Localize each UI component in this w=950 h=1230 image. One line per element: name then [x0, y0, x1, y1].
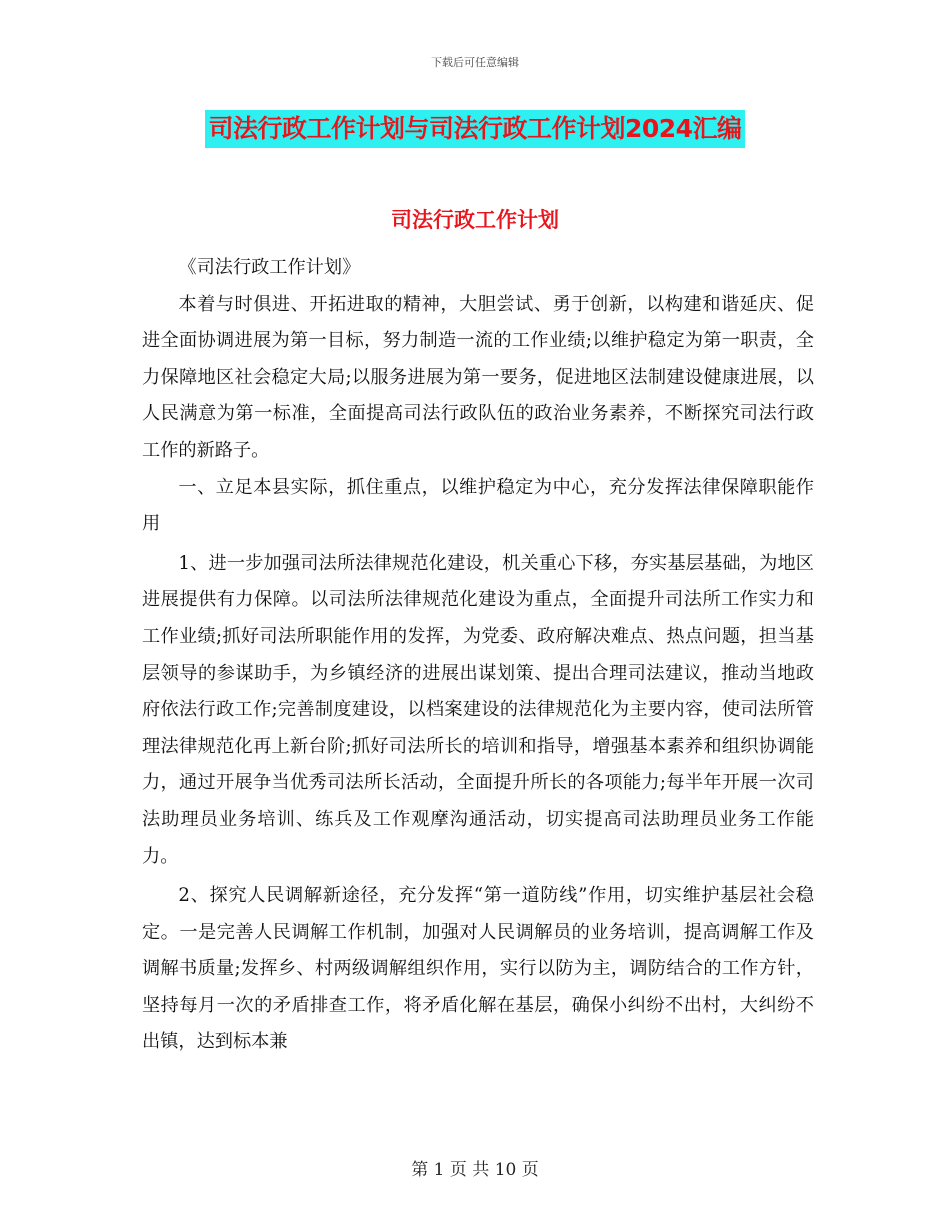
section-title: 司法行政工作计划	[391, 208, 559, 232]
main-title-wrap	[0, 110, 950, 148]
paragraph-item-1: 1、进一步加强司法所法律规范化建设，机关重心下移，夯实基层基础，为地区进展提供有力保障。以司法所法律规范化建设为重点，全面提升司法所工作实力和工作业绩;抓好司法所职能作用的发挥，为党委、政府解决难点、热点问题，担当基层领导的参谋助手，为乡镇经济的进展出谋划策、提出合理司法建议，推动当地政府依法行政工作;完善制度建设，以档案建设的法律规范化为主要内容，使司法所管理法律规范化再上新台阶;抓好司法所长的培训和指导，增强基本素养和组织协调能力，通过开展争当优秀司法所长活动，全面提升所长的各项能力;每半年开展一次司法助理员业务培训、练兵及工作观摩沟通活动，切实提高司法助理员业务工作能力。	[142, 552, 814, 867]
header-note: 下载后可任意编辑	[431, 56, 519, 69]
paragraph-doc-name: 《司法行政工作计划》	[178, 257, 361, 278]
page-footer: 第 1 页 共 10 页	[411, 1160, 539, 1180]
body-text	[142, 250, 814, 1061]
paragraph-heading-1: 一、立足本县实际，抓住重点，以维护稳定为中心，充分发挥法律保障职能作用	[142, 476, 814, 535]
paragraph-item-2: 2、探究人民调解新途径，充分发挥“第一道防线”作用，切实维护基层社会稳定。一是完善人民调解工作机制，加强对人民调解员的业务培训，提高调解工作及调解书质量;发挥乡、村两级调解组织作用，实行以防为主，调防结合的工作方针，坚持每月一次的矛盾排查工作，将矛盾化解在基层，确保小纠纷不出村，大纠纷不出镇，达到标本兼	[142, 885, 814, 1053]
main-title: 司法行政工作计划与司法行政工作计划2024汇编	[205, 110, 744, 148]
paragraph-intro: 本着与时俱进、开拓进取的精神，大胆尝试、勇于创新，以构建和谐延庆、促进全面协调进展为第一目标，努力制造一流的工作业绩;以维护稳定为第一职责，全力保障地区社会稳定大局;以服务进展为第一要务，促进地区法制建设健康进展，以人民满意为第一标准，全面提高司法行政队伍的政治业务素养，不断探究司法行政工作的新路子。	[142, 293, 814, 461]
